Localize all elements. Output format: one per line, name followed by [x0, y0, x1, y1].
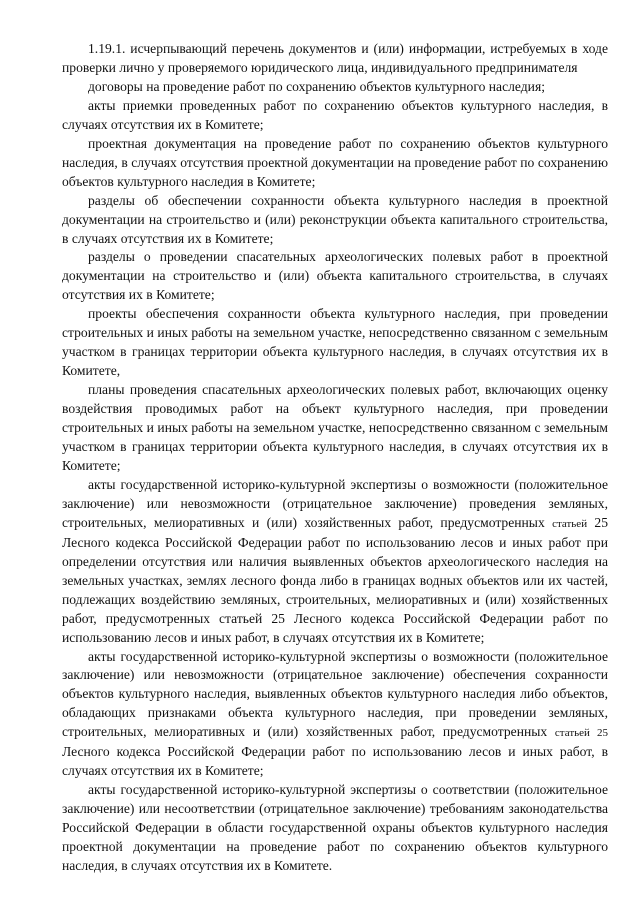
- paragraph-text: 25 Лесного кодекса Российской Федерации работ по использованию лесов и иных работ при определении отсутствия или наличия выявленных объектов археологического наследия на земельных участках, землях лесного фонда либо в границах водных объектов или их частей, подлежащих воздействию земляных, строительных, мелиоративных и (или) хозяйственных работ, предусмотренных статьей 25 Лесного кодекса Российской Федерации работ по использованию лесов и иных работ, в случаях отсутствия их в Комитете;: [62, 514, 608, 645]
- paragraph: проекты обеспечения сохранности объекта культурного наследия, при проведении строительных и иных работы на земельном участке, непосредственно связанном с земельным участком в границах территории объекта культурного наследия, в случаях отсутствия их в Комитете,: [62, 306, 608, 379]
- law-reference-link[interactable]: статьей: [552, 517, 588, 530]
- law-reference-link[interactable]: статьей 25: [554, 727, 608, 740]
- paragraph-text: Лесного кодекса Российской Федерации работ по использованию лесов и иных работ, в случаях отсутствия их в Комитете;: [62, 744, 608, 779]
- paragraph: [62, 648, 608, 782]
- paragraph: планы проведения спасательных археологических полевых работ, включающих оценку воздействия проводимых работ на объект культурного наследия, при проведении строительных и иных работы на земельном участке, непосредственно связанном с земельным участком в границах территории объекта культурного наследия, в случаях отсутствия их в Комитете;: [62, 382, 608, 473]
- paragraph: проектная документация на проведение работ по сохранению объектов культурного наследия, в случаях отсутствия проектной документации на проведение работ по сохранению объектов культурного наследия в Комитете;: [62, 135, 608, 189]
- paragraph-text: акты государственной историко-культурной экспертизы о возможности (положительное заключение) или невозможности (отрицательное заключение) проведения земляных, строительных, мелиоративных и (или) хозяйственных работ, предусмотренных: [62, 476, 608, 530]
- paragraph: разделы об обеспечении сохранности объекта культурного наследия в проектной документации на строительство и (или) реконструкции объекта капитального строительства, в случаях отсутствия их в Комитете;: [62, 192, 608, 246]
- paragraph: акты государственной историко-культурной экспертизы о соответствии (положительное заключение) или несоответствии (отрицательное заключение) требованиям законодательства Российской Федерации в области государственной охраны объектов культурного наследия проектной документации на проведение работ по сохранению объектов культурного наследия, в случаях отсутствия их в Комитете.: [62, 782, 608, 873]
- paragraph: [62, 476, 608, 648]
- paragraph-heading: 1.19.1. исчерпывающий перечень документов и (или) информации, истребуемых в ходе проверки лично у проверяемого юридического лица, индивидуального предпринимателя: [62, 41, 608, 75]
- paragraph: разделы о проведении спасательных археологических полевых работ в проектной документации на строительство и (или) объекта капитального строительства, в случаях отсутствия их в Комитете;: [62, 249, 608, 303]
- paragraph: договоры на проведение работ по сохранению объектов культурного наследия;: [88, 78, 545, 94]
- paragraph-text: акты государственной историко-культурной экспертизы о возможности (положительное заключение) или невозможности (отрицательное заключение) обеспечения сохранности объектов культурного наследия, выявленных объектов культурного наследия либо объектов, обладающих признаками объекта культурного наследия, при проведении земляных, строительных, мелиоративных и (или) хозяйственных работ, предусмотренных: [62, 648, 608, 740]
- document-page: [62, 40, 608, 876]
- paragraph: акты приемки проведенных работ по сохранению объектов культурного наследия, в случаях отсутствия их в Комитете;: [62, 97, 608, 132]
